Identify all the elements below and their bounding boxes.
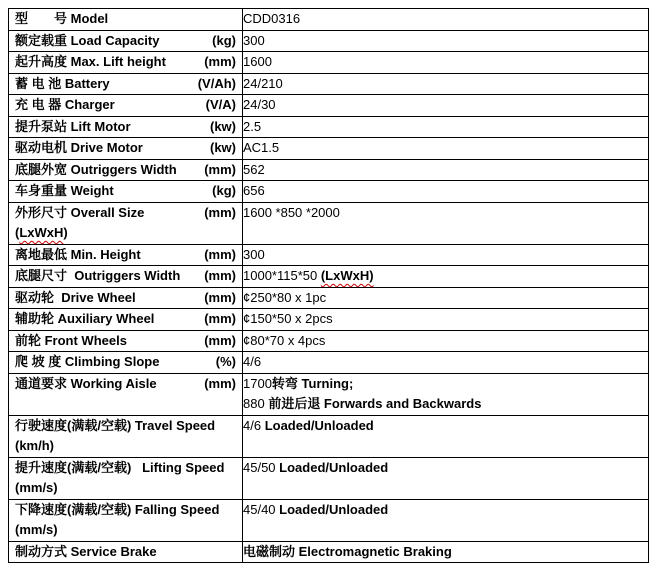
spec-row-service-brake [9, 541, 649, 563]
text-run: 爬 坡 度 Climbing Slope [15, 354, 160, 369]
spec-unit: (V/Ah) [197, 75, 236, 91]
spec-unit: (kw) [210, 118, 236, 134]
spec-value-cell [243, 309, 649, 331]
value-line [243, 374, 648, 395]
value-line [243, 245, 648, 266]
spec-label [15, 138, 206, 159]
spec-value-cell [243, 116, 649, 138]
text-run: 4/6 [243, 417, 265, 433]
label-line [15, 74, 194, 95]
spec-unit: (mm) [204, 289, 236, 305]
text-run: ¢150*50 x 2pcs [243, 311, 333, 326]
spec-unit: (kg) [212, 32, 236, 48]
spec-row-min-height [9, 244, 649, 266]
spec-value-cell [243, 181, 649, 203]
text-run: 300 [243, 246, 265, 262]
label-flex [9, 266, 242, 287]
label-flex [9, 288, 242, 309]
spec-label [15, 245, 200, 266]
spec-label-cell [9, 181, 243, 203]
text-run: 4/6 [243, 354, 262, 369]
label-line [15, 203, 200, 244]
spec-unit: (mm) [204, 54, 236, 69]
text-run: 通道要求 Working Aisle [15, 375, 157, 391]
spec-unit: (mm) [204, 161, 236, 177]
label-line [15, 138, 206, 159]
text-run: 1600 *850 *2000 [243, 204, 340, 220]
spec-label-cell [9, 9, 243, 31]
label-flex [9, 95, 242, 116]
spec-label-cell [9, 159, 243, 181]
text-run: 充 电 器 Charger [15, 97, 115, 112]
spec-row-auxiliary-wheel [9, 309, 649, 331]
spec-value-cell [243, 499, 649, 541]
spec-value-cell [243, 287, 649, 309]
spec-unit: (%) [215, 354, 236, 369]
spec-label-cell [9, 244, 243, 266]
value-line [243, 95, 648, 116]
spec-label-cell [9, 52, 243, 74]
text-run: 1600 [243, 54, 272, 69]
value-line [243, 203, 648, 224]
label-flex [9, 138, 242, 159]
text-run: (mm/s) [15, 480, 58, 495]
spec-value-cell [243, 52, 649, 74]
spec-label-cell [9, 138, 243, 160]
value-line [243, 542, 648, 563]
spec-value-cell [243, 9, 649, 31]
label-line [15, 245, 200, 266]
label-flex [9, 416, 242, 457]
spec-unit: (kw) [210, 140, 236, 155]
value-line [243, 331, 648, 352]
spec-row-model [9, 9, 649, 31]
spec-label [15, 117, 206, 138]
spec-label [15, 160, 200, 181]
label-line [15, 542, 236, 563]
text-run: 型 号 Model [15, 11, 109, 26]
label-flex [9, 331, 242, 352]
text-run: 驱动轮 Drive Wheel [15, 289, 136, 305]
spec-unit: (mm) [204, 311, 236, 326]
text-run: 辅助轮 Auxiliary Wheel [15, 311, 155, 326]
spec-unit: (mm) [204, 268, 236, 283]
text-run: 提升速度(满载/空载) Lifting Speed [15, 459, 225, 475]
text-run: 驱动电机 Drive Motor [15, 140, 143, 155]
spec-value-cell [243, 415, 649, 457]
spec-label-cell [9, 30, 243, 52]
spec-value-cell [243, 30, 649, 52]
text-run: 656 [243, 183, 265, 198]
value-line [243, 74, 648, 95]
spec-value-cell [243, 244, 649, 266]
value-line [243, 266, 648, 287]
value-line [243, 31, 648, 52]
spec-row-outriggers-size [9, 266, 649, 288]
label-flex [9, 74, 242, 95]
text-run: 880 [243, 396, 269, 411]
text-run: 提升泵站 Lift Motor [15, 118, 131, 134]
spec-row-working-aisle [9, 373, 649, 415]
label-flex [9, 374, 242, 395]
spec-row-weight [9, 181, 649, 203]
spec-row-lifting-speed [9, 457, 649, 499]
spec-table [8, 8, 649, 563]
spec-table-body [9, 9, 649, 563]
label-line [15, 331, 200, 352]
value-line [243, 352, 648, 373]
text-run: 额定载重 Load Capacity [15, 32, 160, 48]
text-run: 前轮 Front Wheels [15, 332, 127, 348]
label-line [15, 352, 212, 373]
spec-label [15, 542, 236, 563]
spec-row-travel-speed [9, 415, 649, 457]
value-line [243, 309, 648, 330]
spec-label [15, 374, 200, 395]
text-run: 300 [243, 32, 265, 48]
value-line [243, 288, 648, 309]
value-line [243, 9, 648, 30]
text-run: 2.5 [243, 118, 262, 134]
spec-row-outriggers-width [9, 159, 649, 181]
label-line [15, 117, 206, 138]
text-run: 离地最低 Min. Height [15, 246, 141, 262]
spec-label-cell [9, 541, 243, 563]
label-line [15, 160, 200, 181]
text-run: ¢250*80 x 1pc [243, 289, 327, 305]
text-run: 制动方式 Service Brake [15, 543, 157, 559]
spec-label [15, 31, 208, 52]
spec-label [15, 500, 236, 541]
text-run: 下降速度(满载/空载) Falling Speed [15, 501, 220, 517]
text-run: Loaded/Unloaded [279, 501, 389, 517]
text-run: LxWxH [19, 225, 64, 240]
spec-label [15, 9, 236, 30]
text-run: 蓄 电 池 Battery [15, 75, 110, 91]
spec-label-cell [9, 202, 243, 244]
label-line [15, 181, 208, 202]
spec-unit: (kg) [212, 183, 236, 198]
label-flex [9, 245, 242, 266]
spec-label-cell [9, 499, 243, 541]
spec-label [15, 181, 208, 202]
spec-label [15, 331, 200, 352]
value-line [243, 181, 648, 202]
label-line [15, 52, 200, 73]
label-line [15, 9, 236, 30]
spec-value-cell [243, 266, 649, 288]
spec-label [15, 74, 194, 95]
spec-label [15, 52, 200, 73]
label-line [15, 416, 236, 457]
label-flex [9, 31, 242, 52]
text-run: Loaded/Unloaded [264, 417, 374, 433]
spec-value-cell [243, 373, 649, 415]
label-line [15, 478, 236, 499]
spec-label-cell [9, 415, 243, 457]
text-run: 底腿尺寸 Outriggers Width [15, 268, 181, 283]
spec-value-cell [243, 330, 649, 352]
label-flex [9, 352, 242, 373]
value-line [243, 458, 648, 479]
label-line [15, 458, 236, 479]
text-run: 底腿外宽 Outriggers Width [15, 161, 177, 177]
text-run: 1700 [243, 375, 272, 391]
spec-label-cell [9, 352, 243, 374]
spec-value-cell [243, 159, 649, 181]
spec-value-cell [243, 541, 649, 563]
spec-row-overall-size [9, 202, 649, 244]
spec-label [15, 458, 236, 499]
spec-row-drive-motor [9, 138, 649, 160]
label-flex [9, 181, 242, 202]
text-run: 45/40 [243, 501, 280, 517]
label-line [15, 520, 236, 541]
spec-row-charger [9, 95, 649, 117]
value-line [243, 52, 648, 73]
spec-value-cell [243, 202, 649, 244]
spec-label [15, 288, 200, 309]
spec-unit: (mm) [204, 375, 236, 391]
spec-value-cell [243, 95, 649, 117]
label-line [15, 500, 236, 521]
label-flex [9, 309, 242, 330]
spec-label-cell [9, 266, 243, 288]
label-flex [9, 117, 242, 138]
spec-label-cell [9, 457, 243, 499]
spec-row-max-lift-height [9, 52, 649, 74]
value-line [243, 160, 648, 181]
spec-label-cell [9, 309, 243, 331]
spec-unit: (mm) [204, 246, 236, 262]
text-run: ¢80*70 x 4pcs [243, 332, 326, 348]
spec-unit: (mm) [204, 332, 236, 348]
text-run: 外形尺寸 Overall Size ( [15, 204, 148, 240]
spec-row-load-capacity [9, 30, 649, 52]
text-run: CDD0316 [243, 11, 301, 26]
spec-label-cell [9, 116, 243, 138]
spec-label-cell [9, 95, 243, 117]
label-flex [9, 458, 242, 499]
label-flex [9, 160, 242, 181]
text-run: 车身重量 Weight [15, 183, 114, 198]
spec-value-cell [243, 138, 649, 160]
text-run: 行驶速度(满载/空载) Travel Speed (km/h) [15, 417, 219, 453]
text-run: 电磁制动 Electromagnetic Braking [243, 543, 452, 559]
spec-label [15, 95, 202, 116]
label-flex [9, 52, 242, 73]
label-line [15, 309, 200, 330]
text-run: 1000*115*50 [243, 268, 321, 283]
spec-row-front-wheels [9, 330, 649, 352]
text-run: 24/30 [243, 97, 276, 112]
value-line [243, 500, 648, 521]
text-run: 前进后退 Forwards and Backwards [268, 396, 482, 411]
text-run: ) [63, 225, 68, 240]
spec-unit: (V/A) [205, 97, 236, 112]
text-run: 转弯 Turning; [271, 375, 354, 391]
label-line [15, 266, 200, 287]
text-run: 24/210 [243, 75, 283, 91]
spec-label-cell [9, 330, 243, 352]
label-flex [9, 203, 242, 244]
spec-row-battery [9, 73, 649, 95]
label-line [15, 95, 202, 116]
value-line [243, 394, 648, 415]
spec-row-drive-wheel [9, 287, 649, 309]
label-flex [9, 9, 242, 30]
value-line [243, 416, 648, 437]
spec-row-climbing-slope [9, 352, 649, 374]
text-run: (mm/s) [15, 522, 58, 537]
spec-label [15, 352, 212, 373]
text-run: (LxWxH) [320, 268, 374, 283]
spec-row-lift-motor [9, 116, 649, 138]
spec-unit: (mm) [204, 204, 236, 220]
text-run: Loaded/Unloaded [279, 459, 389, 475]
label-line [15, 288, 200, 309]
text-run: 562 [243, 161, 265, 177]
label-line [15, 374, 200, 395]
spec-label [15, 266, 200, 287]
spec-label-cell [9, 373, 243, 415]
label-flex [9, 542, 242, 563]
value-line [243, 117, 648, 138]
spec-label [15, 203, 200, 244]
text-run: 45/50 [243, 459, 280, 475]
spec-value-cell [243, 457, 649, 499]
label-flex [9, 500, 242, 541]
spec-label [15, 309, 200, 330]
spec-value-cell [243, 73, 649, 95]
text-run: AC1.5 [243, 140, 280, 155]
spec-label-cell [9, 73, 243, 95]
text-run: 起升高度 Max. Lift height [15, 54, 166, 69]
label-line [15, 31, 208, 52]
spec-row-falling-speed [9, 499, 649, 541]
spec-label [15, 416, 236, 457]
spec-value-cell [243, 352, 649, 374]
value-line [243, 138, 648, 159]
spec-label-cell [9, 287, 243, 309]
